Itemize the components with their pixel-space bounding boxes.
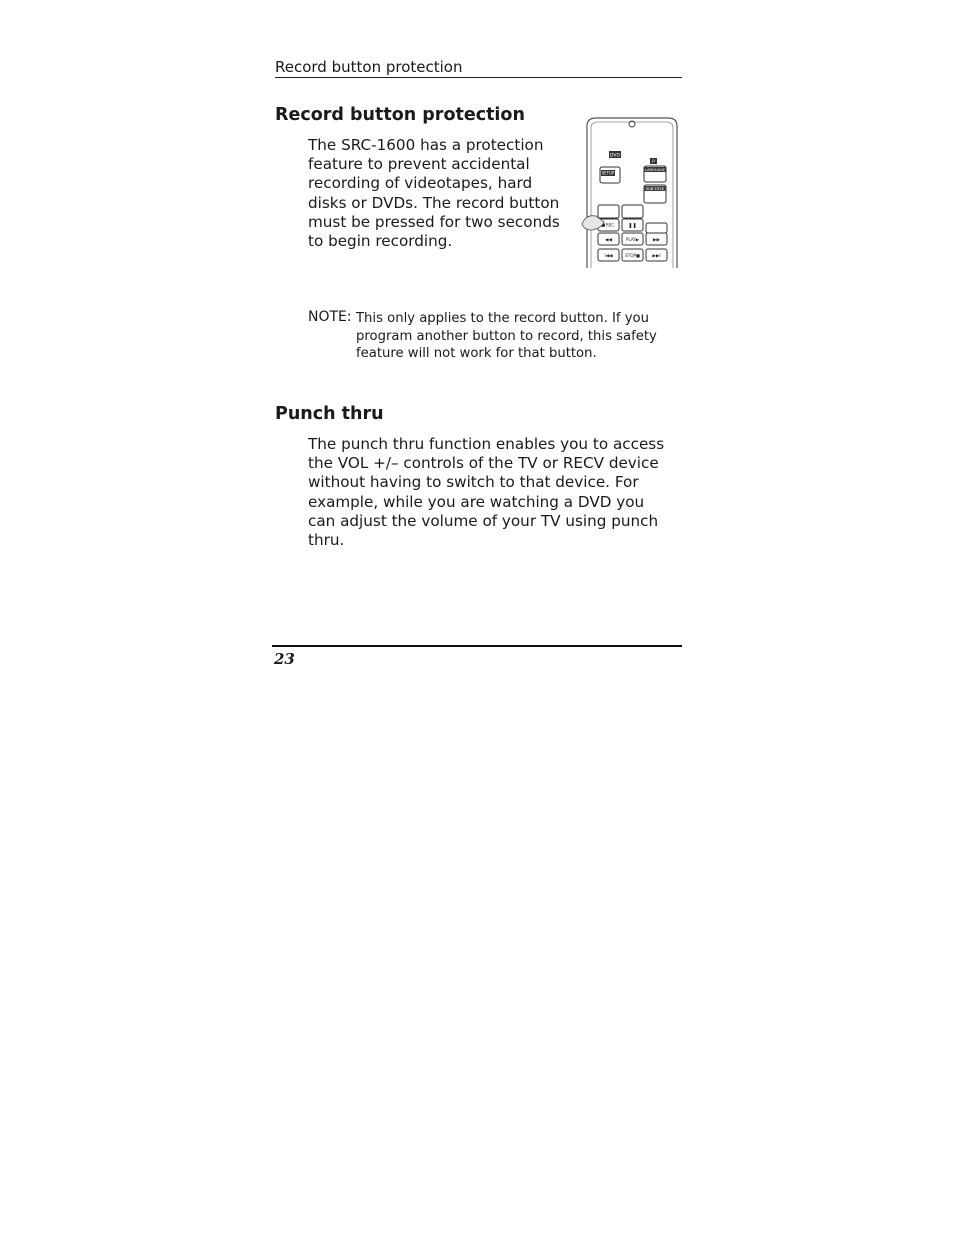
remote-next-label: ▶▶I xyxy=(652,254,661,259)
page-number: 23 xyxy=(274,650,295,668)
record-protection-paragraph: The SRC-1600 has a protection feature to prevent accidental recording of videotapes, hard disks or DVDs. The record button must be pressed for two seconds to begin recording. xyxy=(308,136,560,251)
remote-rec-label: REC xyxy=(606,222,615,228)
remote-prev-label: I◀◀ xyxy=(604,254,613,259)
remote-subtitle-label: SUB TITLE xyxy=(645,187,665,191)
remote-dvd-label: DVD xyxy=(610,153,620,159)
footer-rule xyxy=(272,645,682,647)
remote-pause-label: ❚❚ xyxy=(628,223,637,229)
remote-p-label: P xyxy=(652,160,655,165)
running-header: Record button protection xyxy=(275,58,682,78)
note-text: This only applies to the record button. If you program another button to record, this safety feature will not work for that button. xyxy=(356,311,657,361)
remote-language-label: LANGUAGE xyxy=(644,168,666,172)
remote-setup-label: SETUP xyxy=(601,170,615,176)
remote-stop-label: STOP■ xyxy=(625,253,640,258)
note-label: NOTE: xyxy=(308,309,352,325)
punch-thru-paragraph: The punch thru function enables you to access the VOL +/– controls of the TV or RECV device without having to switch to that device. For example, while you are watching a DVD you can adjust the volume of your TV using punch thru. xyxy=(308,435,665,550)
section-heading-punch-thru: Punch thru xyxy=(275,404,384,424)
remote-ff-label: ▶▶ xyxy=(653,238,660,243)
remote-play-label: PLAY▶ xyxy=(625,237,640,242)
remote-rew-label: ◀◀ xyxy=(605,238,612,243)
remote-control-illustration xyxy=(580,112,684,272)
section-heading-record-button-protection: Record button protection xyxy=(275,105,525,125)
